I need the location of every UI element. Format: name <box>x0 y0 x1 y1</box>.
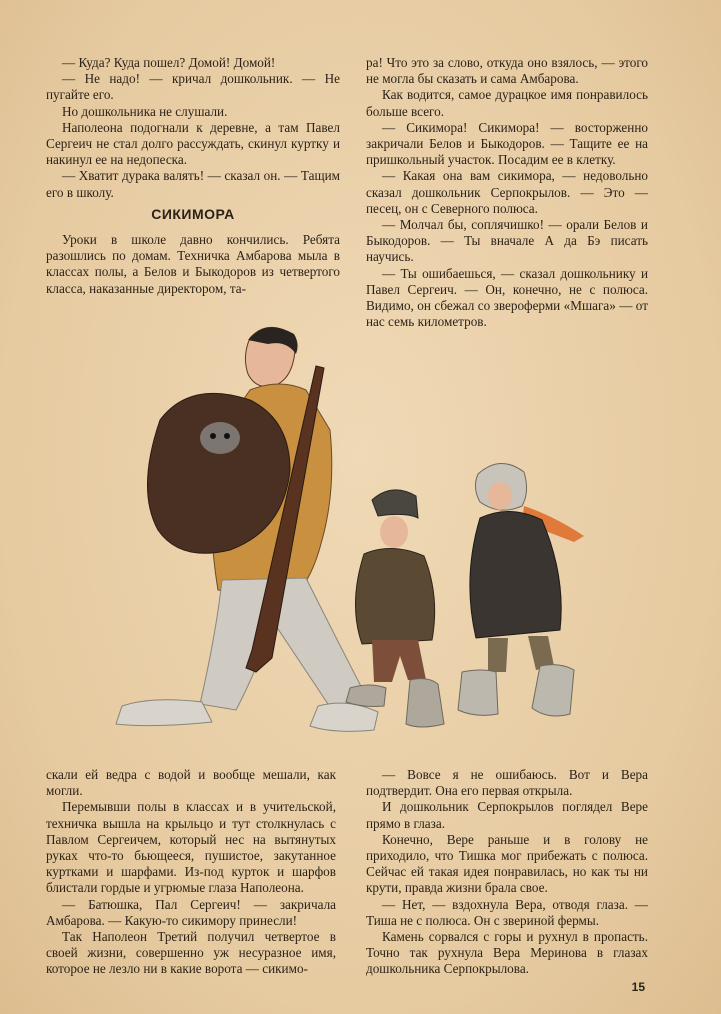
man-figure <box>116 327 378 731</box>
paragraph: — Нет, — вздохнула Вера, отводя глаза. — Тиша не с полюса. Он с звериной фермы. <box>366 896 648 928</box>
page-number: 15 <box>631 980 645 994</box>
paragraph: — Хватит дурака валять! — сказал он. — Тащим его в школу. <box>46 168 340 200</box>
paragraph: Так Наполеон Третий получил четвертое в своей жизни, совершенно уж несуразное имя, которое не лезло ни в какие ворота — сикимо- <box>46 929 336 977</box>
paragraph: — Куда? Куда пошел? Домой! Домой! <box>62 55 276 70</box>
paragraph: — Какая она вам сикимора, — недовольно сказал дошкольник Серпокрылов. — Это — песец, он с Северного полюса. <box>366 168 648 216</box>
paragraph: Как водится, самое дурацкое имя понравилось больше всего. <box>366 87 648 119</box>
illustration-man-with-fox-and-children <box>110 310 610 750</box>
paragraph: — Сикимора! Сикимора! — восторженно закричали Белов и Быкодоров. — Тащите ее на пришкольный участок. Посадим ее в клетку. <box>366 119 648 168</box>
paragraph: Перемывши полы в классах и в учительской, техничка вышла на крыльцо и тут столкнулась с Павлом Сергеичем, который нес на вытянутых руках что-то бьющееся, пушистое, закутанное куртками и шарфами. Из-под курток и шарфов блистали гордые и угрюмые глаза Наполеона. <box>46 799 336 896</box>
paragraph: Конечно, Вере раньше и в голову не приходило, что Тишка мог прибежать с полюса. Сейчас ей такая идея понравилась, но как ты ни крути, правда жизни брала свое. <box>366 831 648 896</box>
column-top-right <box>366 55 648 330</box>
section-heading: СИКИМОРА <box>151 206 235 222</box>
column-bottom-left <box>46 767 336 978</box>
paragraph: ра! Что это за слово, откуда оно взялось, — этого не могла бы сказать и сама Амбарова. <box>366 55 648 87</box>
paragraph: Но дошкольника не слушали. <box>62 103 228 119</box>
paragraph: Уроки в школе давно кончились. Ребята разошлись по домам. Техничка Амбарова мыла в классах полы, а Белов и Быкодоров из четвертого класса, наказанные директором, та- <box>46 232 340 296</box>
paragraph: — Батюшка, Пал Сергеич! — закричала Амбарова. — Какую-то сикимору принесли! <box>46 896 336 928</box>
paragraph: — Молчал бы, соплячишко! — орали Белов и Быкодоров. — Ты вначале А да Бэ писать научись. <box>366 217 648 265</box>
paragraph: Наполеона подогнали к деревне, а там Павел Сергеич не стал долго рассуждать, скинул куртку и накинул ее на недопеска. <box>46 119 340 168</box>
paragraph: скали ей ведра с водой и вообще мешали, как могли. <box>46 767 336 799</box>
column-section-start <box>46 232 340 297</box>
paragraph: Камень сорвался с горы и рухнул в пропасть. Точно так рухнула Вера Меринова в глазах дошкольника Серпокрылова. <box>366 929 648 977</box>
column-top-left <box>46 55 340 201</box>
column-bottom-right <box>366 767 648 978</box>
paragraph: — Ты ошибаешься, — сказал дошкольнику и Павел Сергеич. — Он, конечно, не с полюса. Видимо, он сбежал со звероферми «Мшага» — от нас семь километров. <box>366 265 648 330</box>
girl-figure <box>458 463 584 716</box>
paragraph: — Не надо! — кричал дошкольник. — Не пугайте его. <box>46 71 340 103</box>
boy-figure <box>346 490 444 727</box>
paragraph: И дошкольник Серпокрылов поглядел Вере прямо в глаза. <box>366 799 648 831</box>
section-heading-wrap <box>46 206 340 222</box>
paragraph: — Вовсе я не ошибаюсь. Вот и Вера подтвердит. Она его первая открыла. <box>366 767 648 799</box>
